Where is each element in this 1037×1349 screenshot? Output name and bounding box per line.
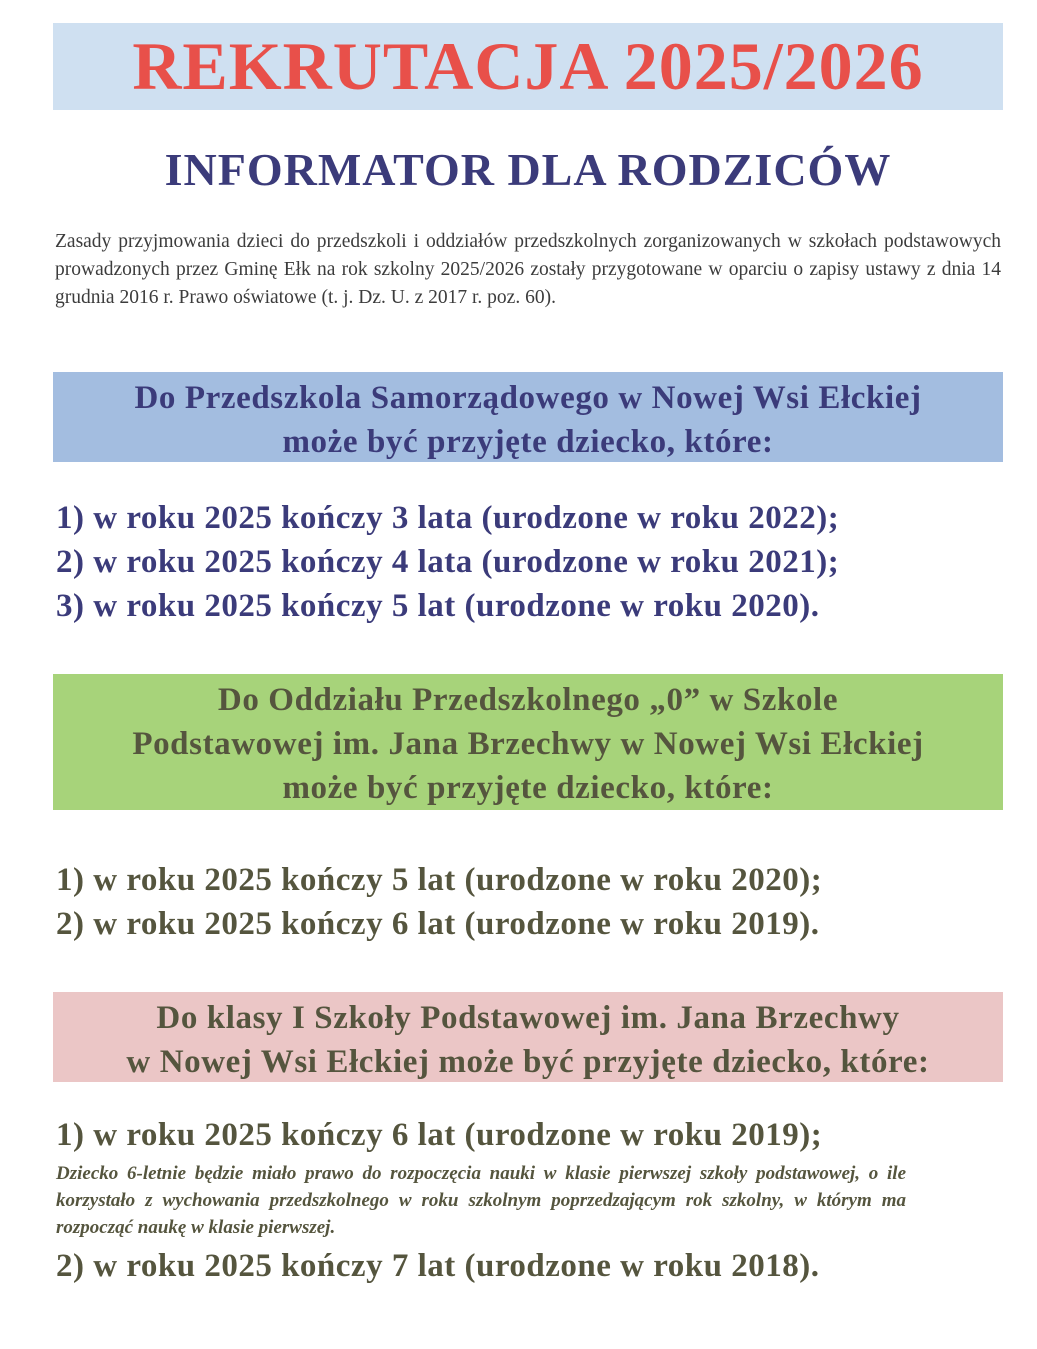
list-item: 1) w roku 2025 kończy 5 lat (urodzone w roku 2020); [56,862,823,898]
first-grade-note: Dziecko 6-letnie będzie miało prawo do rozpoczęcia nauki w klasie pierwszej szkoły podstawowej, o ile korzystało z wychowania przedszkolnego w roku szkolnym poprzedzającym rok szkolny, w którym ma rozpocząć naukę w klasie pierwszej. [56,1163,906,1238]
section-heading-line: może być przyjęte dziecko, które: [282,424,774,460]
title-banner [53,23,1003,110]
section-heading-line: może być przyjęte dziecko, które: [282,770,774,806]
section-heading-line: Do Oddziału Przedszkolnego „0” w Szkole [217,682,839,718]
list-item: 2) w roku 2025 kończy 7 lat (urodzone w roku 2018). [56,1248,820,1284]
list-item: 2) w roku 2025 kończy 4 lata (urodzone w roku 2021); [56,544,840,580]
intro-paragraph: Zasady przyjmowania dzieci do przedszkoli i oddziałów przedszkolnych zorganizowanych w szkołach podstawowych prowadzonych przez Gminę Ełk na rok szkolny 2025/2026 zostały przygotowane w oparciu o zapisy ustawy z dnia 14 grudnia 2016 r. Prawo oświatowe (t. j. Dz. U. z 2017 r. poz. 60). [55,231,1001,308]
page-title: REKRUTACJA 2025/2026 [132,28,924,104]
section-heading-line: w Nowej Wsi Ełckiej może być przyjęte dziecko, które: [126,1044,930,1080]
list-item: 1) w roku 2025 kończy 6 lat (urodzone w roku 2019); [56,1117,823,1153]
section-heading-line: Podstawowej im. Jana Brzechwy w Nowej Wsi Ełckiej [132,726,924,762]
section-first-grade-list [56,1113,1006,1157]
section-preschool-heading [53,372,1003,462]
list-item: 2) w roku 2025 kończy 6 lat (urodzone w roku 2019). [56,906,820,942]
page-subtitle: INFORMATOR DLA RODZICÓW [164,144,892,195]
list-item: 3) w roku 2025 kończy 5 lat (urodzone w roku 2020). [56,588,820,624]
section-zero-class-heading [53,674,1003,810]
section-heading-line: Do klasy I Szkoły Podstawowej im. Jana Brzechwy [156,1000,900,1036]
section-zero-class-list [56,858,1006,946]
section-heading-line: Do Przedszkola Samorządowego w Nowej Wsi Ełckiej [134,380,922,416]
section-first-grade-heading [53,992,1003,1082]
section-preschool-list [56,496,1006,628]
section-first-grade-list-continued [56,1244,1006,1288]
list-item: 1) w roku 2025 kończy 3 lata (urodzone w roku 2022); [56,500,840,536]
